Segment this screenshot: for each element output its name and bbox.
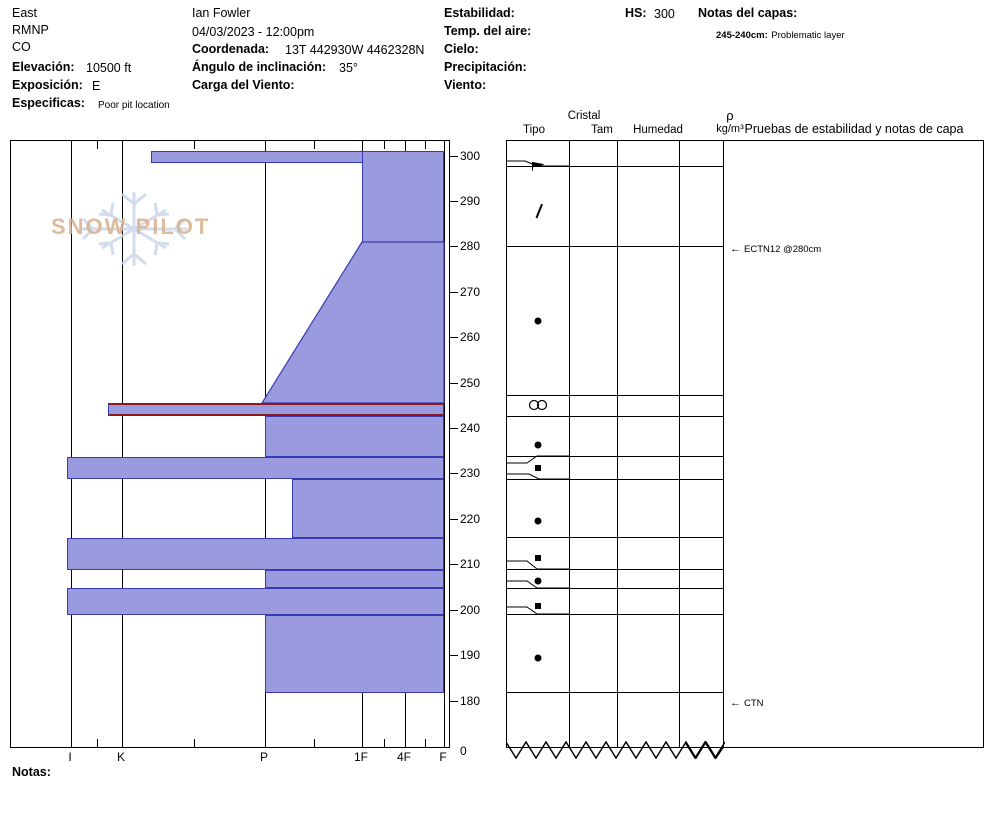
tick-minor: [194, 141, 195, 149]
header-specifics-value: Poor pit location: [98, 100, 170, 111]
depth-tick: [450, 292, 458, 293]
stability-notes-header: Pruebas de estabilidad y notas de capa: [744, 122, 964, 136]
hardness-label-1F: 1F: [353, 750, 369, 764]
hardness-bar: [292, 479, 444, 538]
grain-column-headers: [506, 112, 724, 140]
tick-minor: [97, 141, 98, 149]
rho-unit: kg/m³: [716, 123, 744, 135]
tick-minor: [194, 739, 195, 747]
header-state: CO: [12, 40, 31, 54]
profile-plot: [10, 108, 984, 764]
grain-symbol-rounded-grains-icon: [535, 578, 542, 585]
hardness-label-4F: 4F: [396, 750, 412, 764]
header-observer: Ian Fowler: [192, 6, 251, 20]
depth-label-250: 250: [460, 376, 481, 390]
rho-symbol: ρ: [726, 108, 734, 123]
header-windload-label: Carga del Viento:: [192, 78, 295, 92]
grain-symbol-facets-icon: [535, 603, 541, 609]
depth-label-230: 230: [460, 466, 481, 480]
tick-minor: [425, 141, 426, 149]
depth-label-220: 220: [460, 512, 481, 526]
header-coords-value: 13T 442930W 4462328N: [285, 43, 425, 57]
grain-symbol-facets-icon: [535, 465, 541, 471]
depth-label-180: 180: [460, 694, 481, 708]
depth-label-0: 0: [460, 744, 467, 758]
tick-minor: [384, 739, 385, 747]
header-stability-label: Estabilidad:: [444, 6, 515, 20]
depth-tick: [450, 519, 458, 520]
depth-tick: [450, 246, 458, 247]
header-hs-label: HS:: [625, 6, 647, 20]
hardness-bar: [67, 538, 444, 570]
hardness-bar: [265, 570, 444, 588]
grain-col-sep-size-moisture: [617, 141, 618, 747]
header-incline-label: Ángulo de inclinación:: [192, 60, 327, 74]
hardness-bar: [67, 457, 444, 479]
header-datetime: 04/03/2023 - 12:00pm: [192, 25, 315, 39]
depth-label-300: 300: [460, 149, 481, 163]
header-location: East: [12, 6, 38, 20]
notes-label: Notas:: [12, 765, 51, 779]
header-aspect-value: E: [92, 79, 101, 93]
grain-col-sep-type-size: [569, 141, 570, 747]
hardness-bar: [362, 151, 444, 243]
header-elevation-label: Elevación:: [12, 60, 75, 74]
header-elevation-value: 10500 ft: [86, 61, 132, 75]
stability-test-entry: [730, 243, 821, 255]
pit-header: [0, 0, 994, 112]
depth-tick: [450, 655, 458, 656]
depth-label-240: 240: [460, 421, 481, 435]
header-type: Tipo: [523, 124, 545, 136]
header-incline-value: 35°: [339, 61, 358, 75]
header-coords-label: Coordenada:: [192, 42, 270, 56]
depth-label-210: 210: [460, 557, 481, 571]
hardness-label-K: K: [116, 750, 126, 764]
tick-minor: [314, 141, 315, 149]
header-crystal-group: Cristal: [567, 110, 601, 122]
hardness-label-I: I: [68, 750, 72, 764]
gridline-K: [122, 141, 123, 747]
hardness-bar: [151, 151, 363, 163]
grain-symbol-facets-icon: [535, 555, 541, 561]
tick-minor: [384, 141, 385, 149]
header-region: RMNP: [12, 23, 49, 37]
depth-label-260: 260: [460, 330, 481, 344]
depth-label-200: 200: [460, 603, 481, 617]
header-wind-label: Viento:: [444, 78, 487, 92]
grain-symbol-rounded-grains-icon: [535, 318, 542, 325]
grain-col-sep-moisture-rho: [679, 141, 680, 747]
arrow-left-icon: ←: [730, 243, 741, 255]
zigzag-icon: [685, 738, 725, 762]
watermark-text: SNOW PILOT: [51, 214, 211, 239]
hardness-chart: [10, 140, 450, 748]
depth-label-290: 290: [460, 194, 481, 208]
hardness-bar: [265, 615, 444, 693]
grain-symbol-depth-hoar-icon: [529, 400, 548, 411]
layer-note-row: [716, 27, 845, 43]
header-size: Tam: [591, 124, 613, 136]
grain-symbol-rounded-grains-icon: [535, 518, 542, 525]
hardness-bar: [265, 416, 444, 457]
depth-axis: [450, 140, 506, 748]
depth-tick: [450, 473, 458, 474]
tick-minor: [425, 739, 426, 747]
depth-tick: [450, 564, 458, 565]
header-precip-label: Precipitación:: [444, 60, 527, 74]
depth-label-270: 270: [460, 285, 481, 299]
ground-zigzag-right: [685, 738, 725, 762]
hardness-label-F: F: [439, 750, 447, 764]
depth-label-190: 190: [460, 648, 481, 662]
header-specifics-label: Especificas:: [12, 96, 85, 110]
header-airtemp-label: Temp. del aire:: [444, 24, 532, 38]
depth-tick: [450, 201, 458, 202]
grain-symbol-rounded-grains-icon: [535, 655, 542, 662]
hardness-axis-labels: [10, 750, 450, 768]
stability-test-label: ECTN12 @280cm: [744, 244, 822, 255]
hardness-wedge: [11, 241, 450, 405]
layer-note-text: Problematic layer: [771, 30, 845, 41]
grain-symbol-rounded-grains-icon: [535, 442, 542, 449]
header-hs-value: 300: [654, 7, 675, 21]
header-layer-notes-label: Notas del capas:: [698, 6, 798, 20]
depth-label-280: 280: [460, 239, 481, 253]
header-aspect-label: Exposición:: [12, 78, 83, 92]
gridline-F: [444, 141, 445, 747]
depth-tick: [450, 428, 458, 429]
layer-note-range: 245-240cm:: [716, 30, 768, 41]
grain-symbol-surface-hoar-icon: [532, 162, 545, 173]
hardness-bar: [67, 588, 444, 615]
header-sky-label: Cielo:: [444, 42, 479, 56]
depth-tick: [450, 337, 458, 338]
hardness-bar-weak-layer: [108, 403, 444, 416]
grain-table: [506, 140, 724, 748]
depth-tick: [450, 156, 458, 157]
stability-notes-column: [724, 140, 984, 748]
header-moisture: Humedad: [633, 124, 683, 136]
stability-test-label: CTN: [744, 698, 764, 709]
tick-minor: [97, 739, 98, 747]
tick-minor: [314, 739, 315, 747]
stability-test-entry: [730, 697, 764, 709]
arrow-left-icon: ←: [730, 697, 741, 709]
depth-tick: [450, 701, 458, 702]
depth-tick: [450, 383, 458, 384]
depth-tick: [450, 610, 458, 611]
hardness-label-P: P: [259, 750, 269, 764]
gridline-I: [71, 141, 72, 747]
